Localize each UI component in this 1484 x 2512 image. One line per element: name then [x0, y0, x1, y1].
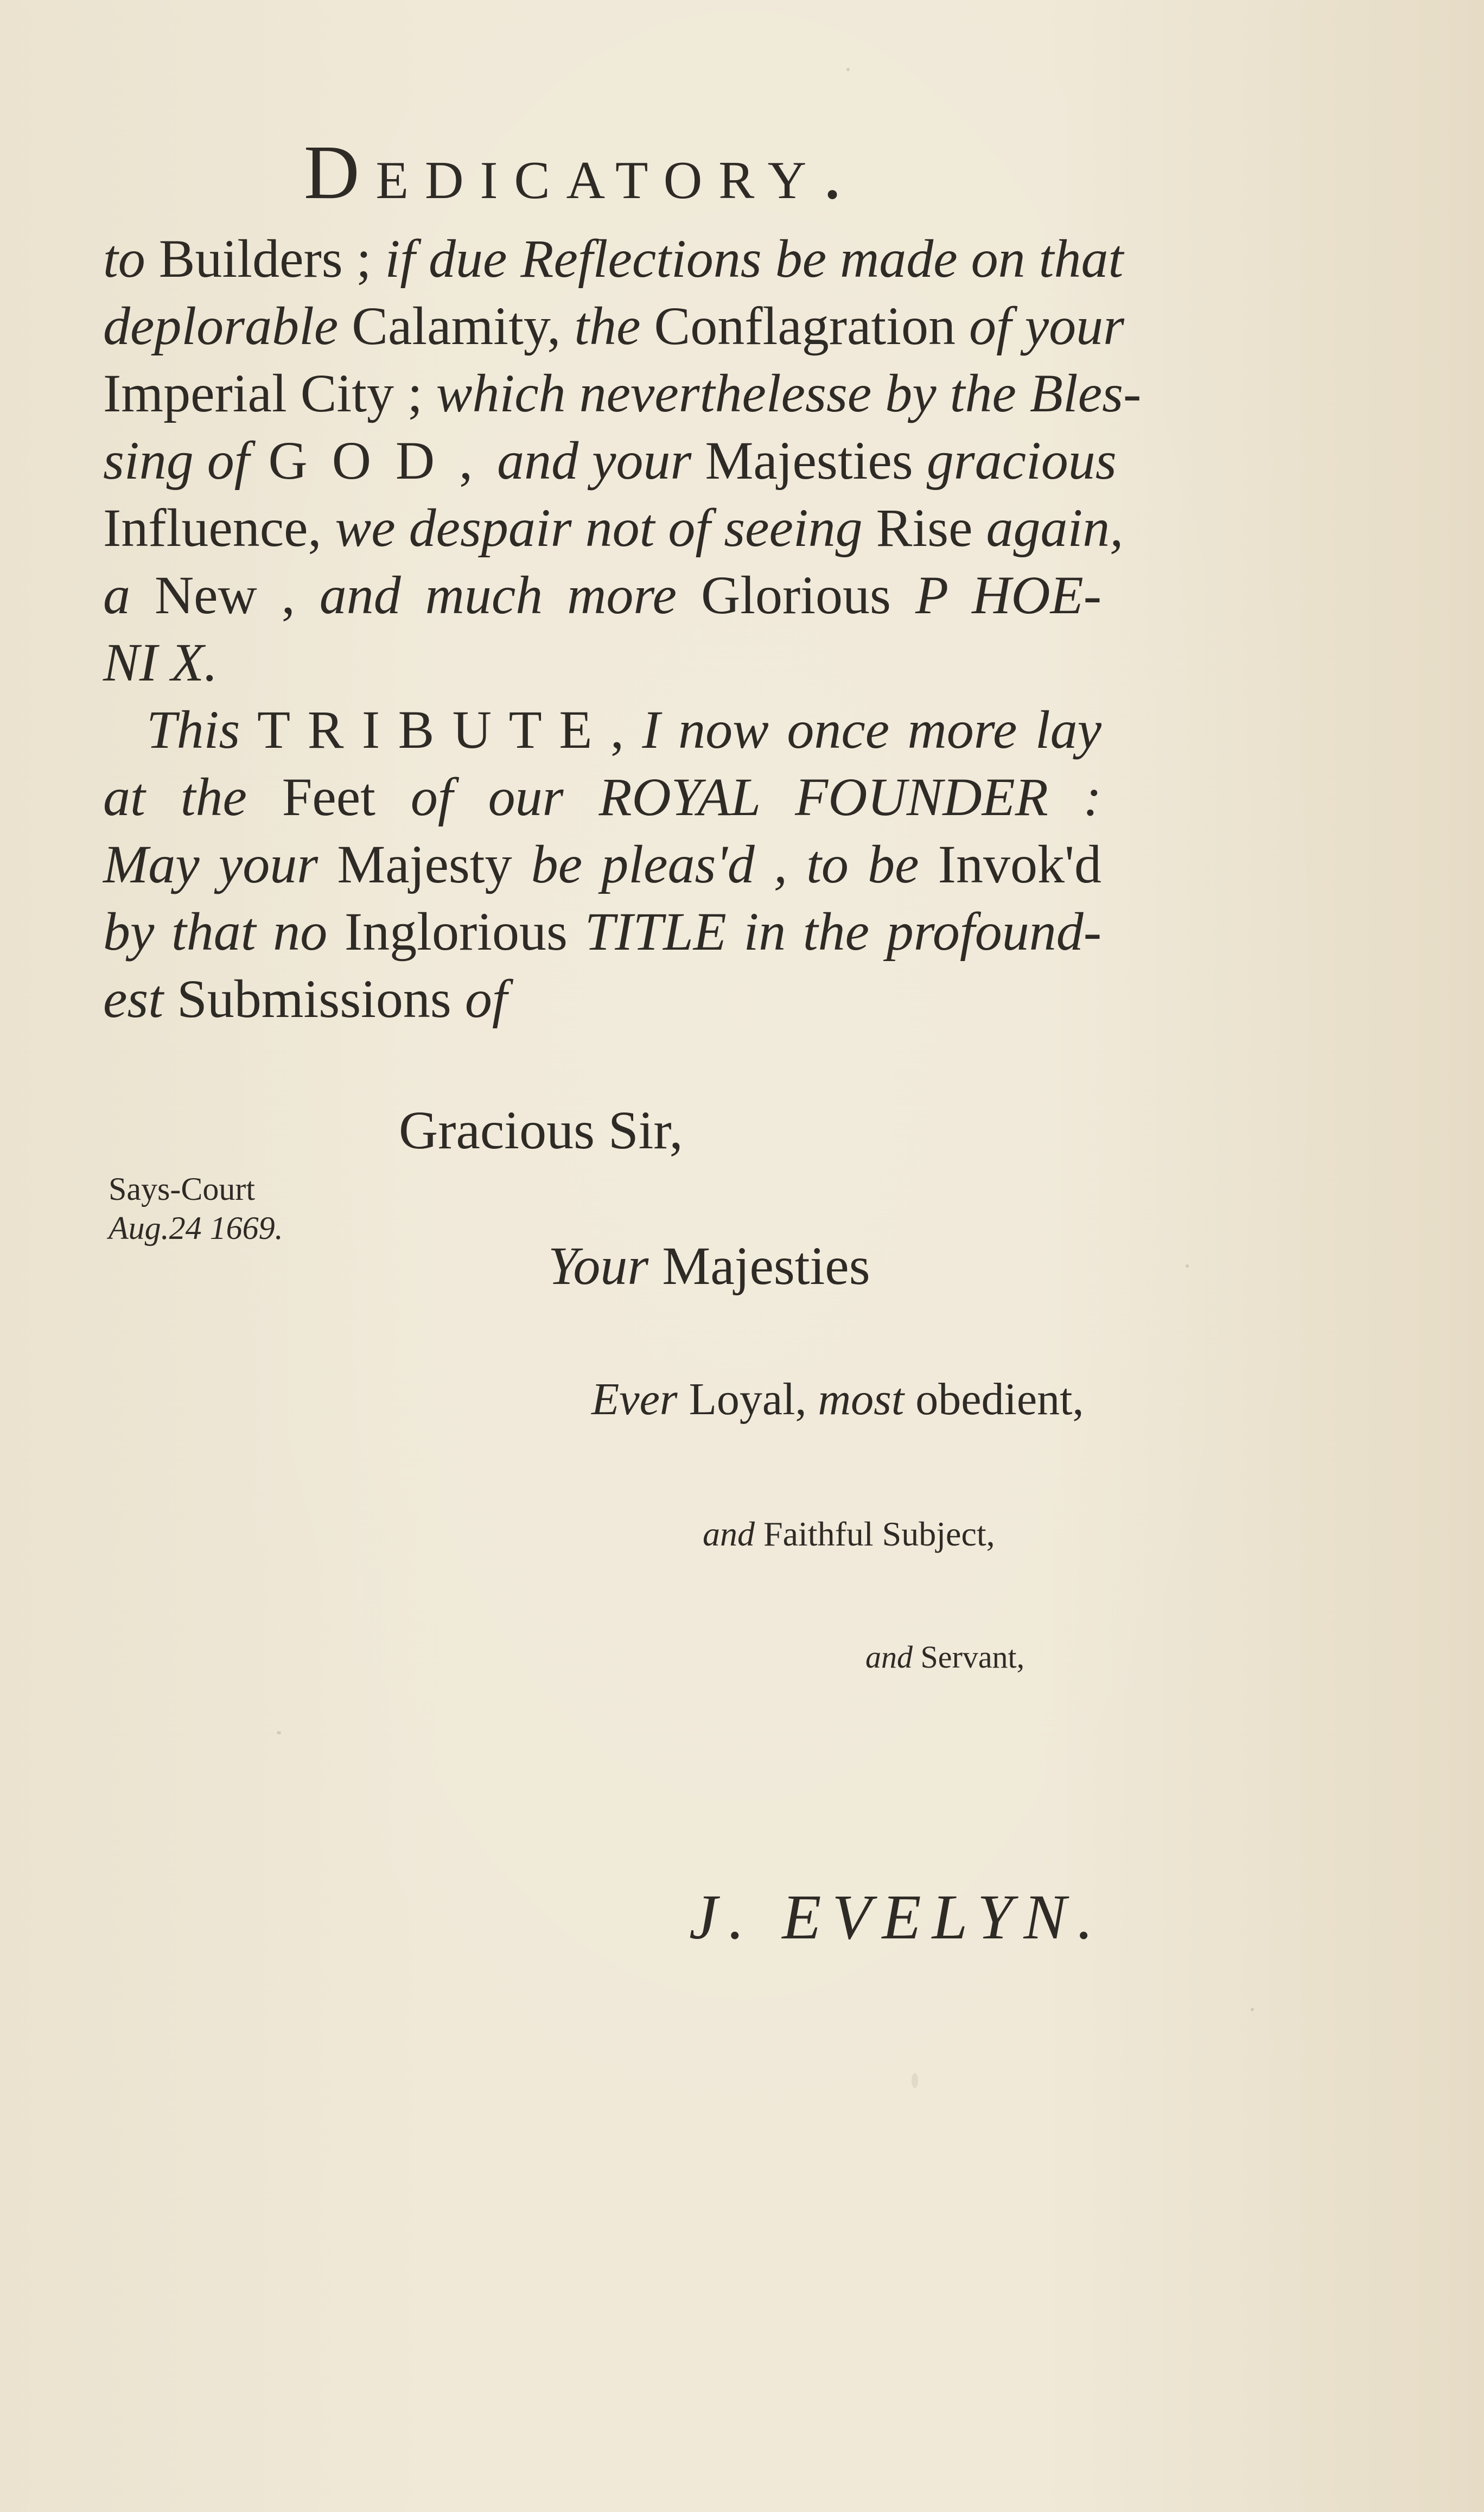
closing-line-3: and Faithful Subject, — [703, 1515, 995, 1553]
place-and-date — [109, 1169, 283, 1248]
closing-line-4: and Servant, — [865, 1639, 1025, 1675]
signature: J. EVELYN. — [689, 1881, 1104, 1953]
paper-speck — [912, 2073, 918, 2088]
text-line: deplorable Calamity, the Conflagration of your — [103, 296, 1125, 356]
text-line: sing of G O D , and your Majesties gracious — [103, 430, 1117, 491]
salutation: Gracious Sir, — [399, 1100, 683, 1160]
paper-speck — [846, 68, 850, 71]
text-line: Imperial City ; which neverthelesse by the Bles- — [103, 363, 1142, 423]
text-line: Influence, we despair not of seeing Rise again, — [103, 498, 1124, 558]
text-line: NI X. — [103, 632, 218, 692]
text-line: to Builders ; if due Reflections be made on that — [103, 228, 1124, 289]
text-line: est Submissions of — [103, 969, 507, 1029]
text-line: a New , and much more Glorious P HOE- — [103, 565, 1101, 625]
paper-speck — [1251, 2008, 1254, 2011]
running-head: Dedicatory. — [304, 129, 858, 215]
text-line: at the Feet of our ROYAL FOUNDER : — [103, 767, 1102, 827]
text-line: May your Majesty be pleas'd , to be Invok'd — [103, 834, 1101, 894]
closing-line-2: Ever Loyal, most obedient, — [591, 1374, 1084, 1424]
text-line: by that no Inglorious TITLE in the profound- — [103, 901, 1101, 962]
text-line: This T R I B U T E , I now once more lay — [147, 699, 1101, 760]
closing-line-1: Your Majesties — [548, 1236, 870, 1296]
dedication-body — [103, 225, 1142, 1033]
paper-speck — [277, 1731, 281, 1734]
paper-speck — [1186, 1264, 1189, 1268]
date: Aug.24 1669. — [109, 1210, 283, 1246]
place: Says-Court — [109, 1171, 255, 1207]
